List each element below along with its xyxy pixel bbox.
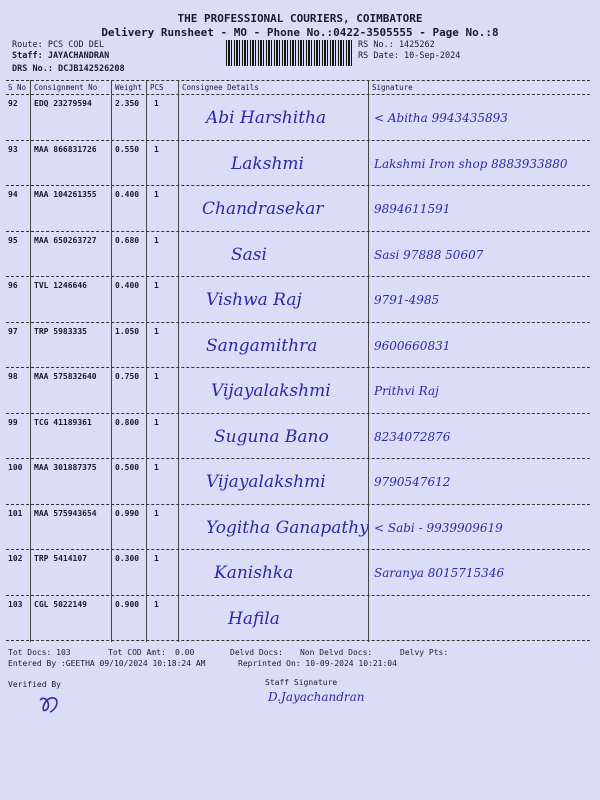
entered-by: Entered By :GEETHA 09/10/2024 10:18:24 AM [8,659,206,668]
consignee-handwritten: Suguna Bano [214,426,329,447]
table-row [6,141,590,187]
sno-cell: 92 [8,99,18,108]
delvy-pts: Delvy Pts: [400,648,449,657]
signature-handwritten: Sasi 97888 50607 [374,247,484,262]
table-row [6,323,590,369]
consignee-handwritten: Hafila [228,608,280,629]
consignee-handwritten: Chandrasekar [202,199,324,219]
consignment-cell: TVL 1246646 [34,281,87,290]
consignee-handwritten: Vijayalakshmi [206,472,326,492]
weight-cell: 0.680 [115,235,140,245]
runsheet-subtitle: Delivery Runsheet - MO - Phone No.:0422-3505555 - Page No.:8 [101,26,499,39]
drs-number: DRS No.: DCJB142526208 [12,64,125,74]
signature-handwritten: 9791-4985 [374,293,440,307]
table-row [6,186,590,232]
consignee-handwritten: Abi Harshitha [206,108,327,128]
rs-info [358,40,460,62]
table-row [6,277,590,323]
consignment-cell: MAA 301887375 [34,463,97,472]
pcs-cell: 1 [154,326,159,336]
consignee-handwritten: Vishwa Raj [206,290,302,310]
table-row [6,505,590,551]
route-info [12,40,125,75]
sno-cell: 103 [8,599,23,609]
row-separator [6,640,590,641]
weight-cell: 0.800 [115,417,140,427]
sno-cell: 95 [8,235,18,245]
consignment-cell: MAA 104261355 [34,190,97,199]
pcs-cell: 1 [154,144,159,154]
consignment-cell: CGL 5022149 [34,599,87,609]
pcs-cell: 1 [154,463,159,472]
sno-cell: 99 [8,417,18,427]
sno-cell: 101 [8,508,23,518]
company-title: THE PROFESSIONAL COURIERS, COIMBATORE [177,12,423,25]
col-signature: Signature [372,83,413,92]
staff-signature-label: Staff Signature [265,678,338,687]
barcode [226,40,354,66]
pcs-cell: 1 [154,190,159,199]
consignment-cell: TRP 5414107 [34,554,87,563]
weight-cell: 0.300 [115,554,140,563]
weight-cell: 0.500 [115,463,140,472]
weight-cell: 0.400 [115,190,140,199]
pcs-cell: 1 [154,599,159,609]
table-row [6,550,590,596]
col-pcs: PCS [150,83,164,92]
signature-handwritten: < Abitha 9943435893 [374,111,508,125]
table-row [6,414,590,460]
tot-cod-label: Tot COD Amt: [108,648,166,657]
sno-cell: 100 [8,463,23,472]
col-weight: Weight [115,83,143,92]
consignee-handwritten: Sangamithra [206,335,318,356]
signature-handwritten: Prithvi Raj [374,384,439,398]
consignment-cell: MAA 575832640 [34,372,97,381]
rs-number: RS No.: 1425262 [358,40,435,50]
tot-docs: Tot Docs: 103 [8,648,71,657]
consignment-cell: TCG 41189361 [34,417,92,427]
weight-cell: 0.550 [115,144,140,154]
consignment-cell: MAA 866831726 [34,144,97,154]
table-row [6,596,590,642]
signature-handwritten: 8234072876 [374,429,451,444]
col-consignee: Consignee Details [182,83,259,92]
header-rule-top [6,80,590,81]
signature-handwritten: Saranya 8015715346 [374,566,505,580]
pcs-cell: 1 [154,99,159,108]
consignee-handwritten: Kanishka [214,563,294,583]
consignee-handwritten: Lakshmi [231,153,304,174]
weight-cell: 0.400 [115,281,140,290]
consignment-cell: MAA 575943654 [34,508,97,518]
signature-handwritten: 9894611591 [374,202,451,216]
rs-date: RS Date: 10-Sep-2024 [358,51,461,61]
route-label: Route: PCS COD DEL [12,40,105,50]
table-row [6,368,590,414]
consignee-handwritten: Vijayalakshmi [211,381,331,401]
delvd-docs: Delvd Docs: [230,648,283,657]
sno-cell: 98 [8,372,18,381]
weight-cell: 0.900 [115,599,140,609]
signature-handwritten: Lakshmi Iron shop 8883933880 [374,156,568,171]
table-row [6,459,590,505]
weight-cell: 0.990 [115,508,140,518]
pcs-cell: 1 [154,281,159,290]
non-delvd-docs: Non Delvd Docs: [300,648,373,657]
sno-cell: 94 [8,190,18,199]
signature-handwritten: 9600660831 [374,338,451,353]
signature-handwritten: < Sabi - 9939909619 [374,520,503,535]
consignee-handwritten: Sasi [231,244,267,265]
pcs-cell: 1 [154,554,159,563]
consignee-handwritten: Yogitha Ganapathy [206,517,369,538]
cod-amount: 0.00 [175,648,195,657]
weight-cell: 1.050 [115,326,140,336]
sno-cell: 97 [8,326,18,336]
sno-cell: 93 [8,144,18,154]
pcs-cell: 1 [154,417,159,427]
consignment-cell: EDQ 23279594 [34,99,92,108]
signature-handwritten: 9790547612 [374,475,451,489]
col-sno: S No [8,83,27,92]
consignment-cell: TRP 5983335 [34,326,87,336]
pcs-cell: 1 [154,508,159,518]
table-row [6,232,590,278]
sno-cell: 102 [8,554,23,563]
verified-signature-mark [36,692,66,716]
consignment-cell: MAA 650263727 [34,235,97,245]
col-consignment: Consignment No [34,83,98,92]
staff-label: Staff: JAYACHANDRAN [12,51,110,61]
staff-signature-hand: D.Jayachandran [268,690,365,704]
weight-cell: 2.350 [115,99,140,108]
sno-cell: 96 [8,281,18,290]
table-row [6,95,590,141]
weight-cell: 0.750 [115,372,140,381]
reprinted-on: Reprinted On: 10-09-2024 10:21:04 [238,659,397,668]
verified-by-label: Verified By [8,680,61,689]
pcs-cell: 1 [154,235,159,245]
pcs-cell: 1 [154,372,159,381]
